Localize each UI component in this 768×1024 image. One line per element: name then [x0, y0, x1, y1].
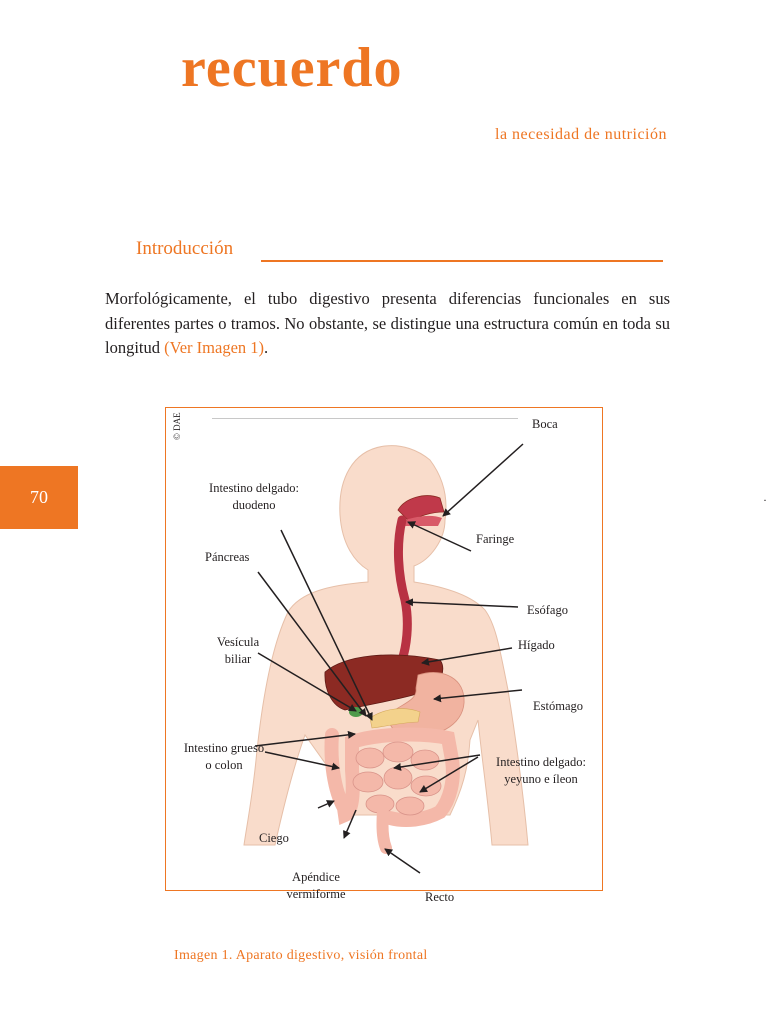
section-heading: Introducción: [136, 238, 234, 259]
label-esofago: Esófago: [527, 603, 568, 617]
label-vesicula: [208, 634, 268, 668]
label-duodeno-line1: Intestino delgado:: [209, 481, 299, 495]
chapter-subtitle: la necesidad de nutrición: [495, 126, 667, 143]
page-number: 70: [30, 487, 48, 507]
intro-paragraph-text: Morfológicamente, el tubo digestivo presenta diferencias funcionales en sus diferentes partes o tramos. No obstante, se distingue una estructura común en toda su longitud: [105, 289, 670, 357]
label-yeyuno-line2: yeyuno e íleon: [504, 772, 578, 786]
label-apendice-line1: Apéndice: [292, 870, 340, 884]
label-apendice: [280, 869, 352, 903]
chapter-title: recuerdo: [181, 37, 403, 99]
label-pancreas: Páncreas: [205, 550, 250, 564]
label-faringe: Faringe: [476, 532, 515, 546]
label-yeyuno-line1: Intestino delgado:: [496, 755, 586, 769]
label-vesicula-line1: Vesícula: [216, 635, 260, 649]
edge-mark: ·: [763, 493, 767, 507]
label-estomago: Estómago: [533, 699, 583, 713]
label-duodeno: [198, 480, 310, 514]
image-credit: © DAE: [172, 412, 182, 440]
label-ciego: Ciego: [259, 831, 289, 845]
label-intestino-grueso: [174, 740, 274, 774]
label-duodeno-line2: duodeno: [232, 498, 276, 512]
label-intestino-grueso-line2: o colon: [205, 758, 243, 772]
label-intestino-grueso-line1: Intestino grueso: [183, 741, 265, 755]
figure-caption: Imagen 1. Aparato digestivo, visión frontal: [174, 948, 428, 963]
label-apendice-line2: vermiforme: [286, 887, 346, 901]
label-yeyuno-ileon: [484, 754, 598, 788]
figure-reference: (Ver Imagen 1): [164, 338, 265, 357]
label-higado: Hígado: [518, 638, 555, 652]
intro-paragraph-end: .: [264, 338, 269, 357]
label-recto: Recto: [425, 890, 455, 904]
label-boca: Boca: [532, 417, 558, 431]
rectum: [382, 812, 386, 848]
label-vesicula-line2: biliar: [224, 652, 252, 666]
